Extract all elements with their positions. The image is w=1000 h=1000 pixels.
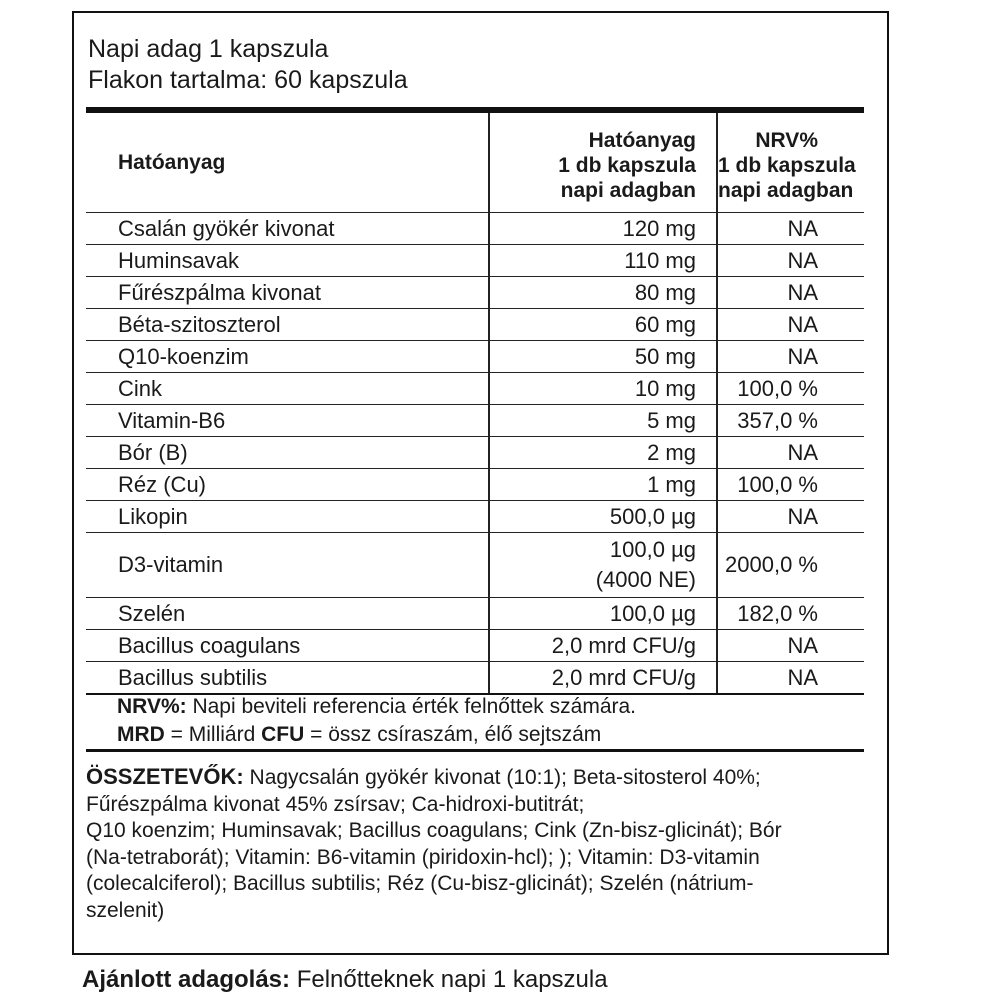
- row-nrv: NA: [717, 630, 864, 662]
- row-nrv: 100,0 %: [717, 469, 864, 501]
- row-nrv: NA: [717, 277, 864, 309]
- row-amount: 2,0 mrd CFU/g: [489, 662, 717, 695]
- row-amount: 2 mg: [489, 437, 717, 469]
- table-row: [86, 309, 864, 341]
- row-nrv: NA: [717, 341, 864, 373]
- row-name: Vitamin-B6: [86, 405, 489, 437]
- row-nrv: NA: [717, 213, 864, 245]
- row-name: Bacillus coagulans: [86, 630, 489, 662]
- row-nrv: 182,0 %: [717, 598, 864, 630]
- row-name: Csalán gyökér kivonat: [86, 213, 489, 245]
- serving-info: [88, 34, 408, 96]
- row-amount: 60 mg: [489, 309, 717, 341]
- row-name: Béta-szitoszterol: [86, 309, 489, 341]
- bottle-content: Flakon tartalma: 60 kapszula: [88, 66, 408, 94]
- table-row: [86, 277, 864, 309]
- header-amount: Hatóanyag 1 db kapszula napi adagban: [489, 113, 717, 213]
- row-name: Huminsavak: [86, 245, 489, 277]
- row-amount: 1 mg: [489, 469, 717, 501]
- row-nrv: NA: [717, 309, 864, 341]
- row-nrv: NA: [717, 501, 864, 533]
- header-ingredient: Hatóanyag: [86, 113, 489, 213]
- table-row: [86, 373, 864, 405]
- table-row: [86, 213, 864, 245]
- table-row: [86, 405, 864, 437]
- row-amount: 100,0 µg (4000 NE): [489, 533, 717, 598]
- row-amount: 5 mg: [489, 405, 717, 437]
- daily-dose: Napi adag 1 kapszula: [88, 35, 329, 63]
- row-name: Likopin: [86, 501, 489, 533]
- row-name: D3-vitamin: [86, 533, 489, 598]
- dosage-text: Felnőtteknek napi 1 kapszula: [290, 966, 608, 993]
- row-nrv: NA: [717, 437, 864, 469]
- table-header-row: [86, 113, 864, 213]
- nrv-note: NRV%: Napi beviteli referencia érték felnőttek számára.: [117, 695, 637, 718]
- row-name: Bacillus subtilis: [86, 662, 489, 695]
- row-amount: 50 mg: [489, 341, 717, 373]
- dosage-label: Ajánlott adagolás:: [82, 966, 291, 993]
- ingredients-label: ÖSSZETEVŐK:: [86, 764, 244, 789]
- table-row: [86, 341, 864, 373]
- table-row: [86, 245, 864, 277]
- table-row: [86, 533, 864, 598]
- row-amount: 100,0 µg: [489, 598, 717, 630]
- row-amount: 120 mg: [489, 213, 717, 245]
- row-name: Cink: [86, 373, 489, 405]
- row-name: Szelén: [86, 598, 489, 630]
- row-amount: 500,0 µg: [489, 501, 717, 533]
- table-row: [86, 437, 864, 469]
- row-nrv: 357,0 %: [717, 405, 864, 437]
- table-row: [86, 469, 864, 501]
- nutrition-table: [86, 113, 864, 695]
- row-nrv: NA: [717, 245, 864, 277]
- row-amount: 80 mg: [489, 277, 717, 309]
- recommended-dosage: [82, 966, 608, 994]
- row-amount: 110 mg: [489, 245, 717, 277]
- abbreviation-note: MRD = Milliárd CFU = össz csíraszám, élő sejtszám: [117, 723, 602, 746]
- table-row: [86, 598, 864, 630]
- ingredients-section: ÖSSZETEVŐK: Nagycsalán gyökér kivonat (10:1); Beta-sitosterol 40%; Fűrészpálma kivonat 45% zsírsav; Ca-hidroxi-butitrát; Q10 koenzim; Huminsavak; Bacillus coagulans; Cink (Zn-bisz-glicinát); Bór (Na-tetraborát); Vitamin: B6-vitamin (piridoxin-hcl); ); Vitamin: D3-vitamin (colecalciferol); Bacillus subtilis; Réz (Cu-bisz-glicinát); Szelén (nátrium- szelenit): [86, 764, 782, 922]
- table-row: [86, 501, 864, 533]
- row-name: Fűrészpálma kivonat: [86, 277, 489, 309]
- row-nrv: 2000,0 %: [717, 533, 864, 598]
- row-name: Bór (B): [86, 437, 489, 469]
- table-notes: [117, 693, 636, 749]
- row-name: Réz (Cu): [86, 469, 489, 501]
- row-name: Q10-koenzim: [86, 341, 489, 373]
- table-row: [86, 662, 864, 695]
- table-row: [86, 630, 864, 662]
- row-nrv: 100,0 %: [717, 373, 864, 405]
- row-amount: 10 mg: [489, 373, 717, 405]
- header-nrv: NRV% 1 db kapszula napi adagban: [717, 113, 864, 213]
- row-nrv: NA: [717, 662, 864, 695]
- row-amount: 2,0 mrd CFU/g: [489, 630, 717, 662]
- notes-divider: [86, 749, 864, 752]
